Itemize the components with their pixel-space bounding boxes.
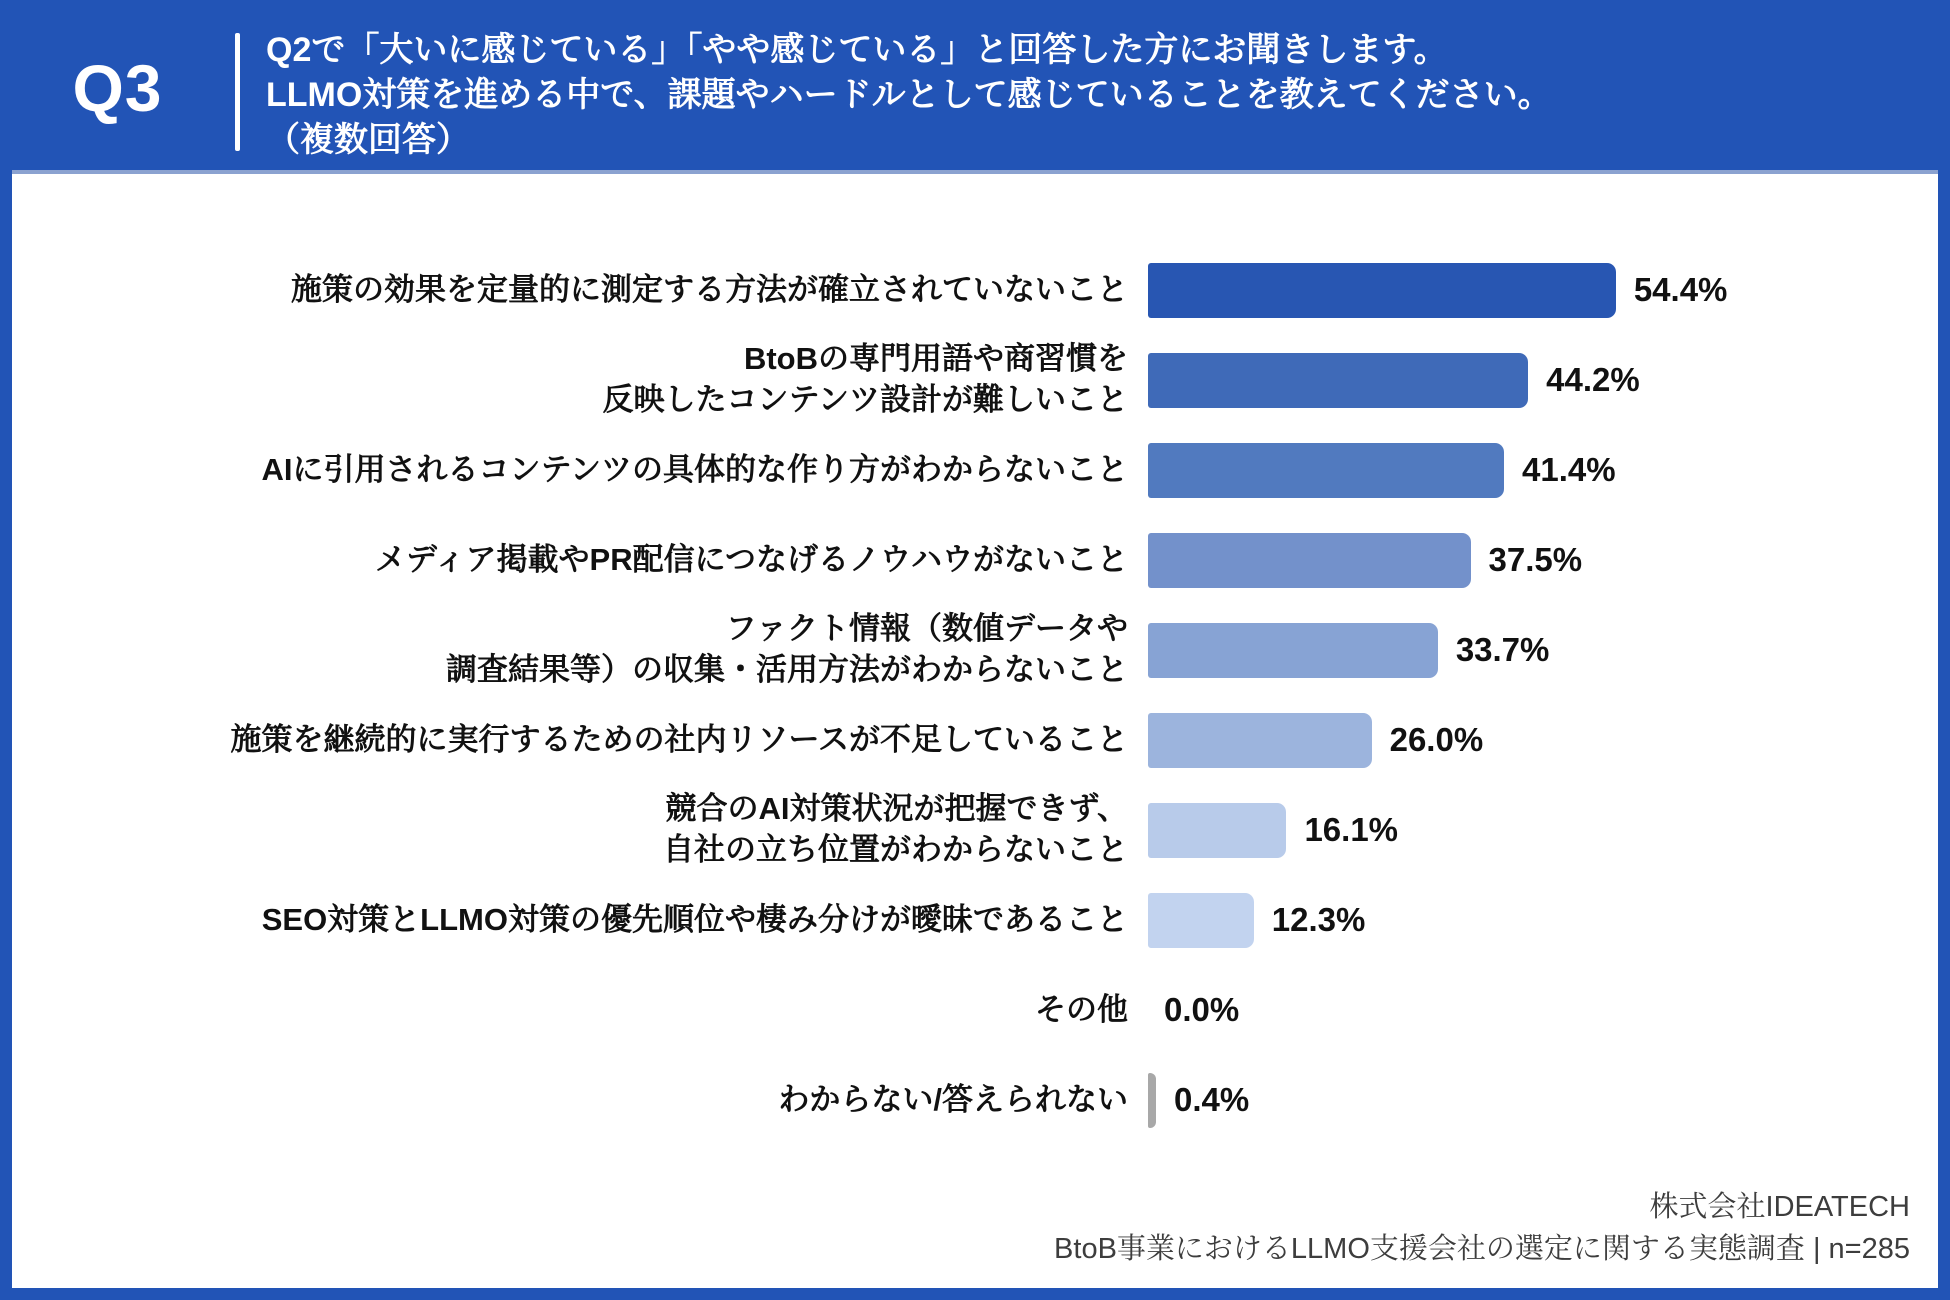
bar-cell [1148, 515, 1938, 605]
value-label: 41.4% [1522, 451, 1616, 488]
header-divider [235, 33, 240, 151]
survey-source: BtoB事業におけるLLMO支援会社の選定に関する実態調査 | n=285 [1054, 1233, 1910, 1265]
bar [1148, 623, 1438, 678]
value-label: 26.0% [1389, 721, 1484, 758]
bar-cell [1148, 695, 1938, 785]
bar-cell [1148, 245, 1938, 335]
bar [1148, 803, 1286, 858]
question-line-3: （複数回答） [266, 120, 470, 159]
chart-row [12, 695, 1938, 785]
category-label: メディア掲載やPR配信につなげるノウハウがないこと [375, 541, 1128, 577]
question-header [0, 0, 1950, 170]
category-label: 施策の効果を定量的に測定する方法が確立されていないこと [291, 271, 1128, 307]
bar-cell [1148, 1055, 1938, 1145]
bar-cell [1148, 605, 1938, 695]
category-label: BtoBの専門用語や商習慣を 反映したコンテンツ設計が難しいこと [602, 341, 1128, 417]
category-label: 施策を継続的に実行するための社内リソースが不足していること [230, 721, 1128, 757]
chart-row [12, 335, 1938, 425]
bar [1148, 353, 1528, 408]
value-label: 12.3% [1271, 901, 1366, 938]
value-label: 33.7% [1455, 631, 1550, 668]
bar [1148, 443, 1504, 498]
bar [1148, 533, 1471, 588]
category-label: わからない/答えられない [778, 1081, 1128, 1117]
chart-row [12, 515, 1938, 605]
chart-row [12, 1055, 1938, 1145]
chart-row [12, 425, 1938, 515]
bar-cell [1148, 425, 1938, 515]
bar [1148, 1073, 1156, 1128]
bar-cell [1148, 875, 1938, 965]
bar [1148, 263, 1616, 318]
value-label: 0.0% [1164, 991, 1240, 1028]
chart-row [12, 245, 1938, 335]
question-line-2: LLMO対策を進める中で、課題やハードルとして感じていることを教えてください。 [266, 75, 1552, 114]
bar [1148, 713, 1372, 768]
bar-cell [1148, 965, 1938, 1055]
question-text [266, 8, 1552, 163]
chart-panel [12, 170, 1938, 1288]
bar [1148, 893, 1254, 948]
value-label: 37.5% [1488, 541, 1583, 578]
category-label: SEO対策とLLMO対策の優先順位や棲み分けが曖昧であること [261, 901, 1128, 937]
bar-chart [12, 245, 1938, 1145]
value-label: 54.4% [1633, 271, 1728, 308]
category-label: ファクト情報（数値データや 調査結果等）の収集・活用方法がわからないこと [446, 611, 1128, 687]
value-label: 0.4% [1174, 1081, 1250, 1118]
chart-row [12, 875, 1938, 965]
question-number: Q3 [72, 51, 163, 125]
bar-cell [1148, 785, 1938, 875]
chart-row [12, 785, 1938, 875]
value-label: 44.2% [1546, 361, 1640, 398]
source-footer [1054, 1186, 1910, 1270]
company-name: 株式会社IDEATECH [1649, 1191, 1910, 1223]
bar-cell [1148, 335, 1938, 425]
chart-row [12, 605, 1938, 695]
category-label: AIに引用されるコンテンツの具体的な作り方がわからないこと [261, 451, 1128, 487]
value-label: 16.1% [1304, 811, 1399, 848]
chart-row [12, 965, 1938, 1055]
category-label: 競合のAI対策状況が把握できず、 自社の立ち位置がわからないこと [663, 791, 1128, 867]
question-line-1: Q2で「大いに感じている」「やや感じている」と回答した方にお聞きします。 [266, 30, 1448, 69]
category-label: その他 [1035, 991, 1128, 1027]
